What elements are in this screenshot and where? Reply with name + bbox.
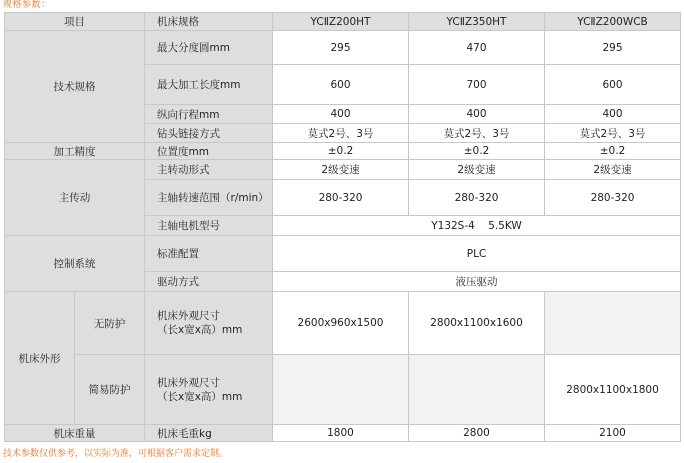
cell-value: ±0.2 [273,143,409,160]
cell-value: 2100 [545,425,681,442]
table-row [5,31,681,65]
cell-value: 400 [409,105,545,124]
cell-value: 600 [273,65,409,105]
cell-value: 液压驱动 [273,272,681,292]
cell-value: PLC [273,236,681,272]
cell-value: 600 [545,65,681,105]
row-label: 主轴转速范围（r/min） [145,180,273,216]
header-model-1: YCⅡZ200HT [273,13,409,31]
cell-value: 400 [273,105,409,124]
group-control: 控制系统 [5,236,145,292]
cell-value: 280-320 [273,180,409,216]
group-tech: 技术规格 [5,31,145,143]
row-label [145,355,273,425]
row-label-line2: （长x宽x高）mm [157,390,243,403]
cell-value: 2级变速 [409,160,545,180]
header-model-2: YCⅡZ350HT [409,13,545,31]
row-label: 主转动形式 [145,160,273,180]
cell-value: 2600x960x1500 [273,292,409,355]
row-label [145,292,273,355]
cell-empty [409,355,545,425]
row-label: 位置度mm [145,143,273,160]
cell-value: 400 [545,105,681,124]
row-label: 标准配置 [145,236,273,272]
cell-value: 470 [409,31,545,65]
table-row [5,236,681,272]
table-row [5,355,681,425]
spec-table [4,12,681,442]
table-row [5,292,681,355]
group-precision: 加工精度 [5,143,145,160]
table-row [5,160,681,180]
row-label: 主轴电机型号 [145,216,273,236]
row-label: 钻头链接方式 [145,124,273,143]
cell-value: 2级变速 [273,160,409,180]
cell-value: 莫式2号、3号 [409,124,545,143]
cell-value: 莫式2号、3号 [545,124,681,143]
cell-value: ±0.2 [545,143,681,160]
row-label: 纵向行程mm [145,105,273,124]
group-drive: 主传动 [5,160,145,236]
group-shape: 机床外形 [5,292,75,425]
group-weight: 机床重量 [5,425,145,442]
table-header-row [5,13,681,31]
cell-value: 2级变速 [545,160,681,180]
table-row [5,143,681,160]
table-row [5,425,681,442]
cell-empty [545,292,681,355]
row-label-line1: 机床外观尺寸 [157,310,220,322]
cell-value: 2800 [409,425,545,442]
cell-value: 2800x1100x1600 [409,292,545,355]
cell-value: 700 [409,65,545,105]
cell-value: ±0.2 [409,143,545,160]
row-label-line1: 机床外观尺寸 [157,376,220,389]
section-title: 规格参数： [3,0,51,10]
row-label: 最大分度圆mm [145,31,273,65]
row-label: 最大加工长度mm [145,65,273,105]
header-item: 项目 [5,13,145,31]
cell-value: 280-320 [545,180,681,216]
group-shape-sub2: 简易防护 [75,355,145,425]
header-model-3: YCⅡZ200WCB [545,13,681,31]
cell-value: 295 [545,31,681,65]
footnote: 技术参数仅供参考，以实际为准，可根据客户需求定制。 [3,449,229,459]
cell-value: 莫式2号、3号 [273,124,409,143]
row-label: 驱动方式 [145,272,273,292]
cell-value: 2800x1100x1800 [545,355,681,425]
row-label: 机床毛重kg [145,425,273,442]
group-shape-sub1: 无防护 [75,292,145,355]
cell-value: Y132S-4 5.5KW [273,216,681,236]
header-spec: 机床规格 [145,13,273,31]
cell-empty [273,355,409,425]
row-label-line2: （长x宽x高）mm [157,324,243,336]
cell-value: 280-320 [409,180,545,216]
cell-value: 1800 [273,425,409,442]
cell-value: 295 [273,31,409,65]
